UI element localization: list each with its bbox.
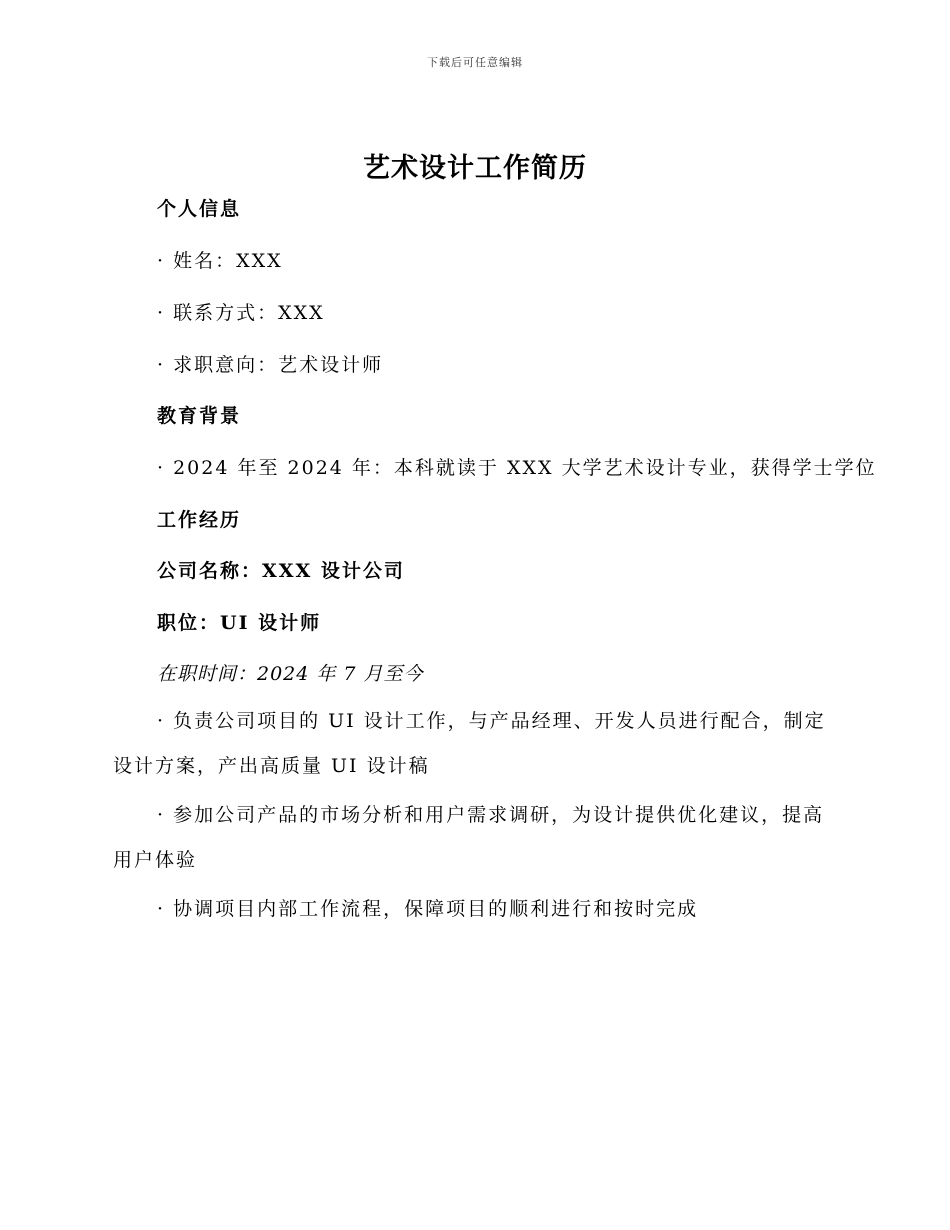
work-company: 公司名称：XXX 设计公司	[157, 560, 405, 582]
work-tenure: 在职时间：2024 年 7 月至今	[157, 663, 424, 685]
personal-contact: · 联系方式：XXX	[157, 302, 325, 324]
header-note: 下载后可任意编辑	[427, 56, 523, 69]
work-duty-2: · 参加公司产品的市场分析和用户需求调研，为设计提供优化建议，提高用户体验	[113, 804, 825, 871]
section-heading-education: 教育背景	[157, 405, 242, 427]
work-duty-3: · 协调项目内部工作流程，保障项目的顺利进行和按时完成	[157, 898, 699, 920]
section-heading-personal: 个人信息	[157, 198, 242, 220]
work-position: 职位：UI 设计师	[157, 612, 322, 634]
document-title: 艺术设计工作简历	[363, 153, 587, 184]
section-heading-work: 工作经历	[157, 509, 242, 531]
work-duty-1: · 负责公司项目的 UI 设计工作，与产品经理、开发人员进行配合，制定设计方案，产出高质量 UI 设计稿	[113, 710, 826, 777]
personal-objective: · 求职意向：艺术设计师	[157, 354, 384, 376]
personal-name: · 姓名：XXX	[157, 250, 283, 272]
education-item: · 2024 年至 2024 年：本科就读于 XXX 大学艺术设计专业，获得学士学位	[157, 457, 877, 479]
